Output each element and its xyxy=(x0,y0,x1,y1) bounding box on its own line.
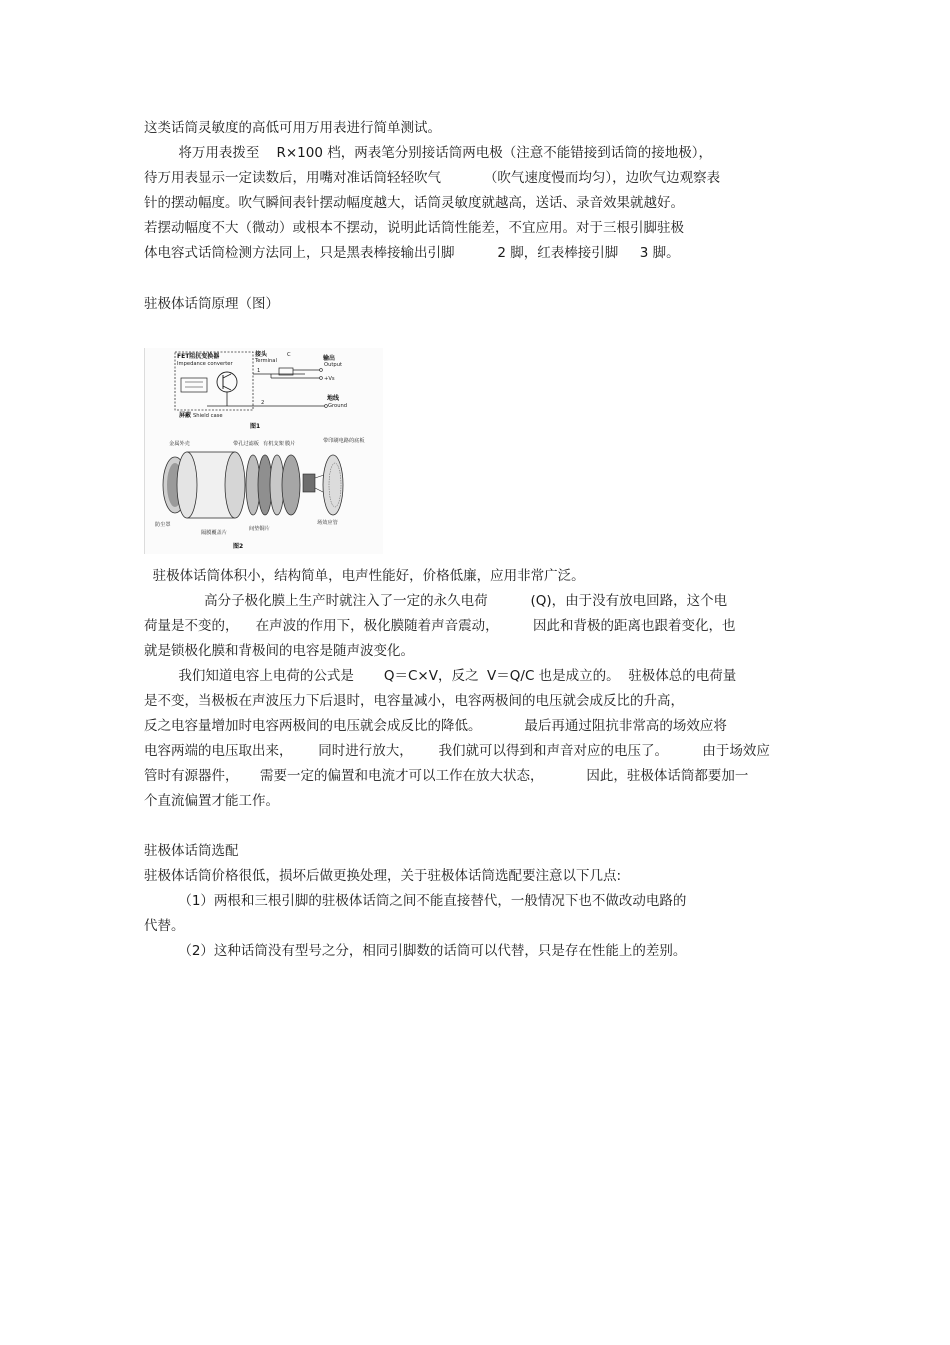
paragraph-line: （2）这种话筒没有型号之分，相同引脚数的话筒可以代替，只是存在性能上的差别。 xyxy=(144,943,687,959)
part-pcb-label: 带印刷电路的底板 xyxy=(323,438,365,444)
paragraph-line: 将万用表拨至 R×100 档，两表笔分别接话筒两电极（注意不能错接到话筒的接地极）， xyxy=(144,145,712,161)
shield-cn-label: 屏蔽 xyxy=(179,412,192,419)
part-spacer-label: 间垫铜片 xyxy=(249,526,270,532)
ground-cn-label: 地线 xyxy=(327,395,340,402)
paragraph-line: 驻极体话筒价格很低，损坏后做更换处理，关于驻极体话筒选配要注意以下几点: xyxy=(144,868,622,884)
paragraph-line: 就是锁极化膜和背极间的电容是随声波变化。 xyxy=(144,643,414,659)
paragraph-line: 高分子极化膜上生产时就注入了一定的永久电荷 (Q)，由于没有放电回路，这个电 xyxy=(144,593,728,609)
paragraph-line: 体电容式话筒检测方法同上，只是黑表棒接输出引脚 2 脚，红表棒接引脚 3 脚。 xyxy=(144,245,680,261)
shield-label: Shield case xyxy=(193,413,223,419)
ground-label: Ground xyxy=(328,403,348,409)
paragraph-line: 针的摆动幅度。吹气瞬间表针摆动幅度越大，话筒灵敏度就越高，送话、录音效果就越好。 xyxy=(144,195,684,211)
fet-label: FET阻抗变换器 xyxy=(177,353,220,360)
paragraph-line: 荷量是不变的， 在声波的作用下，极化膜随着声音震动， 因此和背极的距离也跟着变化，也 xyxy=(144,618,736,634)
fet-part xyxy=(303,474,315,492)
spacer-part xyxy=(282,455,300,515)
pin1-label: 1 xyxy=(257,368,261,374)
paragraph-line: （1）两根和三根引脚的驻极体话筒之间不能直接替代，一般情况下也不做改动电路的 xyxy=(144,893,687,909)
paragraph-line: 若摆动幅度不大（微动）或根本不摆动，说明此话筒性能差，不宜应用。对于三根引脚驻极 xyxy=(144,220,684,236)
part-frame-label: 有机支架 xyxy=(263,441,284,447)
fig2-caption: 图2 xyxy=(233,543,244,550)
part-filter-label: 带孔过滤板 xyxy=(233,441,259,447)
part-fet-label: 场效应管 xyxy=(317,520,338,526)
paragraph-line: 代替。 xyxy=(144,918,185,934)
impedance-label: Impedance converter xyxy=(177,361,233,367)
capsule-element xyxy=(181,378,207,392)
cap-label: C xyxy=(287,352,291,358)
output-label: Output xyxy=(324,362,343,368)
fig1-caption: 图1 xyxy=(250,423,261,430)
terminal-label: Terminal xyxy=(255,358,277,364)
figure-svg xyxy=(145,348,383,554)
paragraph-line: 反之电容量增加时电容两极间的电压就会成反比的降低。 最后再通过阻抗非常高的场效应将 xyxy=(144,718,727,734)
fet-symbol xyxy=(217,372,237,392)
part-dust-cover-label: 防尘罩 xyxy=(155,522,171,528)
part-metal-case-label: 金属外壳 xyxy=(169,441,190,447)
pin2-label: 2 xyxy=(261,400,265,406)
output-cn-label: 输出 xyxy=(323,355,336,362)
paragraph-line: 待万用表显示一定读数后，用嘴对准话筒轻轻吹气 （吹气速度慢而均匀），边吹气边观察表 xyxy=(144,170,721,186)
electret-mic-figure xyxy=(144,348,383,554)
paragraph-line: 我们知道电容上电荷的公式是 Q＝C×V，反之 V＝Q/C 也是成立的。 驻极体总的电荷量 xyxy=(144,668,737,684)
part-diaphragm-label: 膜片 xyxy=(285,441,296,447)
paragraph-line: 电容两端的电压取出来， 同时进行放大， 我们就可以得到和声音对应的电压了。 由于场效应 xyxy=(144,743,770,759)
paragraph-line: 这类话筒灵敏度的高低可用万用表进行简单测试。 xyxy=(144,120,441,136)
section-title-principle: 驻极体话筒原理（图） xyxy=(144,296,279,312)
section-title-selection: 驻极体话筒选配 xyxy=(144,843,239,859)
paragraph-line: 管时有源器件， 需要一定的偏置和电流才可以工作在放大状态， 因此，驻极体话筒都要加一 xyxy=(144,768,749,784)
part-film-label: 隔膜覆盖片 xyxy=(201,530,227,536)
paragraph-line: 个直流偏置才能工作。 xyxy=(144,793,279,809)
vs-label: +Vs xyxy=(324,376,335,382)
terminal-cn-label: 接头 xyxy=(255,351,268,358)
paragraph-line: 驻极体话筒体积小，结构简单，电声性能好，价格低廉，应用非常广泛。 xyxy=(144,568,585,584)
paragraph-line: 是不变，当极板在声波压力下后退时，电容量减小，电容两极间的电压就会成反比的升高， xyxy=(144,693,684,709)
